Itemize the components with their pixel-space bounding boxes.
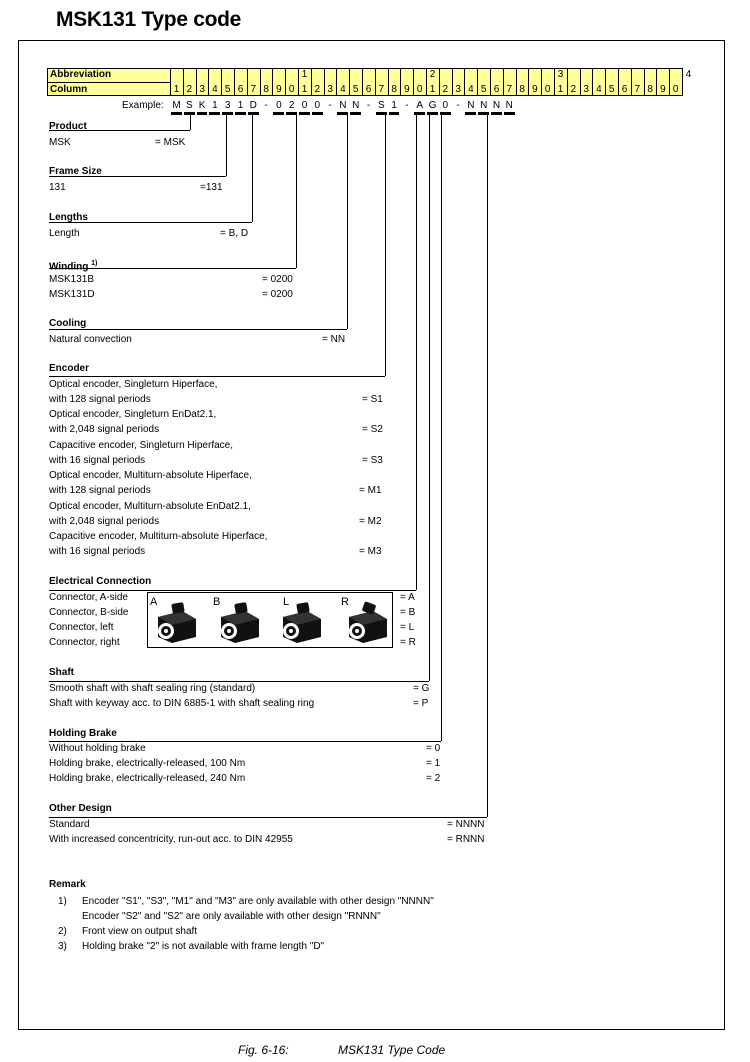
- remark-number: 3): [58, 941, 67, 952]
- connector-vertical-line: [252, 115, 253, 222]
- column-number: 9: [276, 84, 282, 95]
- section-underline: [49, 376, 385, 377]
- example-underline: [389, 112, 400, 115]
- cooling-code: = NN: [322, 334, 346, 345]
- column-number: 4: [596, 84, 602, 95]
- section-underline: [49, 329, 347, 330]
- column-number: 2: [570, 84, 577, 95]
- column-number: 4: [212, 84, 218, 95]
- section-underline: [49, 741, 441, 742]
- winding-footnote: 1): [91, 260, 98, 267]
- section-heading-cooling: Cooling: [49, 318, 87, 329]
- example-underline: [171, 112, 182, 115]
- other-design-code: = RNNN: [447, 834, 485, 845]
- example-character: N: [339, 100, 347, 111]
- remark-text: Holding brake "2" is not available with frame length "D": [82, 941, 325, 952]
- connector-picture-label: A: [150, 596, 158, 608]
- encoder-code: = S3: [362, 454, 383, 466]
- column-number: 2: [442, 84, 449, 95]
- encoder-description: Capacitive encoder, Multiturn-absolute Hiperface,: [49, 531, 268, 542]
- column-number: 1: [173, 84, 180, 95]
- connector-vertical-line: [296, 115, 297, 268]
- column-number: 7: [378, 84, 385, 95]
- lengths-code: = B, D: [220, 228, 249, 239]
- example-character: M: [172, 100, 181, 111]
- example-underline: [504, 112, 515, 115]
- section-heading-other-design: Other Design: [49, 803, 112, 814]
- example-underline: [248, 112, 259, 115]
- encoder-description: Capacitive encoder, Singleturn Hiperface,: [49, 439, 233, 451]
- frame-size-label: 131: [49, 182, 66, 193]
- winding-code: = 0200: [262, 274, 293, 285]
- section-heading-encoder: Encoder: [49, 363, 90, 374]
- example-character: N: [480, 100, 488, 111]
- section-heading-product: Product: [49, 121, 87, 132]
- column-number: 7: [506, 84, 513, 95]
- encoder-description: Optical encoder, Singleturn EnDat2.1,: [49, 409, 217, 421]
- motor-connector-icon: [152, 601, 200, 645]
- example-character: D: [249, 100, 257, 111]
- column-number: 3: [455, 84, 461, 95]
- electrical-code: = B: [400, 607, 416, 618]
- example-underline: [312, 112, 323, 115]
- connector-picture-label: R: [341, 596, 349, 608]
- section-heading-frame-size: Frame Size: [49, 166, 102, 177]
- example-character: N: [492, 100, 501, 111]
- column-number: 5: [480, 84, 487, 95]
- electrical-label: Connector, right: [49, 637, 120, 648]
- encoder-description: with 16 signal periods: [49, 546, 146, 557]
- lengths-label: Length: [49, 228, 80, 239]
- shaft-label: Shaft with keyway acc. to DIN 6885-1 with shaft sealing ring: [49, 698, 315, 709]
- encoder-description: Optical encoder, Singleturn Hiperface,: [49, 379, 218, 390]
- example-underline: [209, 112, 220, 115]
- section-underline: [49, 590, 416, 591]
- electrical-label: Connector, B-side: [49, 607, 129, 618]
- header-divider: [47, 82, 170, 83]
- column-number: 9: [532, 84, 538, 95]
- electrical-code: = R: [400, 637, 416, 648]
- column-number: 6: [621, 84, 628, 95]
- encoder-description: Optical encoder, Multiturn-absolute Hiperface,: [49, 470, 252, 482]
- holding-brake-code: = 1: [426, 758, 441, 769]
- remark-text: Encoder "S1", "S3", "M1" and "M3" are only available with other design "NNNN": [82, 896, 434, 907]
- encoder-code: = S2: [362, 424, 383, 436]
- holding-brake-code: = 2: [426, 773, 441, 784]
- example-character: 0: [314, 100, 321, 111]
- electrical-code: = L: [400, 622, 415, 633]
- example-character: -: [328, 100, 332, 111]
- holding-brake-label: Holding brake, electrically-released, 100 Nm: [49, 758, 246, 769]
- column-number: 0: [672, 84, 679, 95]
- column-number: 0: [288, 84, 295, 95]
- connector-vertical-line: [487, 115, 488, 817]
- column-number: 4: [468, 84, 474, 95]
- remark-text: Encoder "S2" and "S2" are only available with other design "RNNN": [82, 911, 381, 922]
- connector-vertical-line: [385, 115, 386, 376]
- column-number: 8: [391, 84, 397, 95]
- section-heading-lengths: Lengths: [49, 212, 88, 223]
- connector-vertical-line: [429, 115, 430, 681]
- product-label: MSK: [49, 137, 71, 148]
- example-character: -: [405, 100, 409, 111]
- remark-number: 2): [58, 926, 67, 937]
- example-character: 1: [212, 100, 218, 111]
- example-character: K: [198, 100, 206, 111]
- connector-picture-label: L: [283, 596, 290, 608]
- column-number: 5: [224, 84, 231, 95]
- column-number: 1: [301, 84, 308, 95]
- figure-number: Fig. 6-16:: [238, 1043, 289, 1057]
- column-number: 9: [404, 84, 410, 95]
- remark-number: 1): [58, 896, 67, 907]
- example-character: 1: [391, 100, 397, 111]
- holding-brake-label: Holding brake, electrically-released, 240 Nm: [49, 773, 246, 784]
- winding-label: MSK131B: [49, 274, 95, 285]
- column-label: Column: [50, 84, 88, 95]
- example-underline: [222, 112, 233, 115]
- column-number: 9: [660, 84, 666, 95]
- column-number: 7: [250, 84, 257, 95]
- column-number: 8: [519, 84, 525, 95]
- section-underline: [49, 817, 487, 818]
- encoder-description: with 2,048 signal periods: [49, 424, 160, 436]
- encoder-code: = M2: [359, 515, 382, 527]
- other-design-code: = NNNN: [447, 819, 485, 830]
- other-design-label: With increased concentricity, run-out acc. to DIN 42955: [49, 834, 293, 845]
- column-number: 8: [647, 84, 653, 95]
- motor-connector-icon: [343, 601, 391, 645]
- example-character: N: [505, 100, 513, 111]
- motor-connector-icon: [215, 601, 263, 645]
- column-number: 1: [557, 84, 564, 95]
- column-number: 0: [416, 84, 423, 95]
- shaft-code: = P: [413, 698, 429, 709]
- column-number: 6: [365, 84, 372, 95]
- example-character: 2: [288, 100, 295, 111]
- encoder-code: = M1: [359, 485, 382, 497]
- connector-vertical-line: [190, 115, 191, 130]
- example-underline: [197, 112, 208, 115]
- example-character: 0: [442, 100, 449, 111]
- column-number: 3: [327, 84, 333, 95]
- encoder-description: Optical encoder, Multiturn-absolute EnDat2.1,: [49, 500, 251, 512]
- example-character: S: [377, 100, 385, 111]
- column-number: 0: [544, 84, 551, 95]
- encoder-code: = M3: [359, 546, 382, 557]
- example-character: G: [428, 100, 437, 111]
- abbreviation-label: Abbreviation: [50, 69, 112, 80]
- column-number: 8: [263, 84, 269, 95]
- example-character: A: [416, 100, 424, 111]
- example-character: 0: [301, 100, 308, 111]
- example-character: -: [456, 100, 460, 111]
- shaft-label: Smooth shaft with shaft sealing ring (standard): [49, 683, 256, 694]
- frame-size-code: =131: [200, 182, 223, 193]
- page-title: MSK131 Type code: [56, 8, 242, 31]
- column-number: 2: [186, 84, 193, 95]
- figure-caption: MSK131 Type Code: [338, 1043, 446, 1057]
- example-character: -: [366, 100, 371, 111]
- column-tens-number: 1: [301, 69, 308, 80]
- column-number: 3: [199, 84, 205, 95]
- holding-brake-label: Without holding brake: [49, 743, 146, 754]
- column-number: 6: [237, 84, 244, 95]
- electrical-label: Connector, A-side: [49, 592, 128, 603]
- column-number: 5: [352, 84, 359, 95]
- shaft-code: = G: [413, 683, 430, 694]
- example-underline: [350, 112, 361, 115]
- column-number: 4: [340, 84, 346, 95]
- section-heading-holding-brake: Holding Brake: [49, 728, 117, 739]
- example-character: 1: [237, 100, 244, 111]
- encoder-description: with 16 signal periods: [49, 454, 146, 466]
- example-label: Example:: [122, 100, 164, 111]
- example-character: 3: [224, 100, 231, 111]
- example-character: N: [467, 100, 475, 111]
- section-heading-winding: Winding $^{1)}$: [49, 260, 98, 273]
- example-character: -: [264, 100, 268, 111]
- motor-connector-icon: [277, 601, 325, 645]
- winding-label: MSK131D: [49, 289, 95, 300]
- column-number: 6: [493, 84, 500, 95]
- product-code: = MSK: [155, 137, 186, 148]
- encoder-description: with 128 signal periods: [49, 485, 151, 497]
- remark-heading: Remark: [49, 879, 86, 890]
- other-design-label: Standard: [49, 819, 90, 830]
- cooling-label: Natural convection: [49, 334, 132, 345]
- column-number: 2: [314, 84, 321, 95]
- section-heading-electrical-connection: Electrical Connection: [49, 576, 152, 587]
- column-number: 7: [634, 84, 641, 95]
- holding-brake-code: = 0: [426, 743, 441, 754]
- column-number: 1: [429, 84, 436, 95]
- electrical-code: = A: [400, 592, 415, 603]
- encoder-description: with 128 signal periods: [49, 394, 151, 405]
- winding-code: = 0200: [262, 289, 293, 300]
- connector-picture-label: B: [213, 596, 221, 608]
- connector-vertical-line: [441, 115, 442, 741]
- column-number: 5: [608, 84, 615, 95]
- connector-vertical-line: [347, 115, 348, 329]
- example-character: S: [185, 100, 193, 111]
- example-underline: [491, 112, 502, 115]
- encoder-code: = S1: [362, 394, 383, 405]
- example-underline: [273, 112, 284, 115]
- column-tens-number: 3: [557, 69, 564, 80]
- column-number: 3: [583, 84, 589, 95]
- example-underline: [235, 112, 246, 115]
- example-character: N: [352, 100, 360, 111]
- remark-text: Front view on output shaft: [82, 926, 198, 937]
- column-tens-number: 2: [429, 69, 436, 80]
- section-heading-shaft: Shaft: [49, 667, 74, 678]
- section-underline: [49, 681, 429, 682]
- example-underline: [299, 112, 310, 115]
- column-tens-number: 4: [685, 69, 692, 80]
- connector-vertical-line: [226, 115, 227, 176]
- example-character: 0: [276, 100, 282, 111]
- encoder-description: with 2,048 signal periods: [49, 515, 160, 527]
- example-underline: [465, 112, 476, 115]
- connector-vertical-line: [416, 115, 417, 590]
- electrical-label: Connector, left: [49, 622, 114, 633]
